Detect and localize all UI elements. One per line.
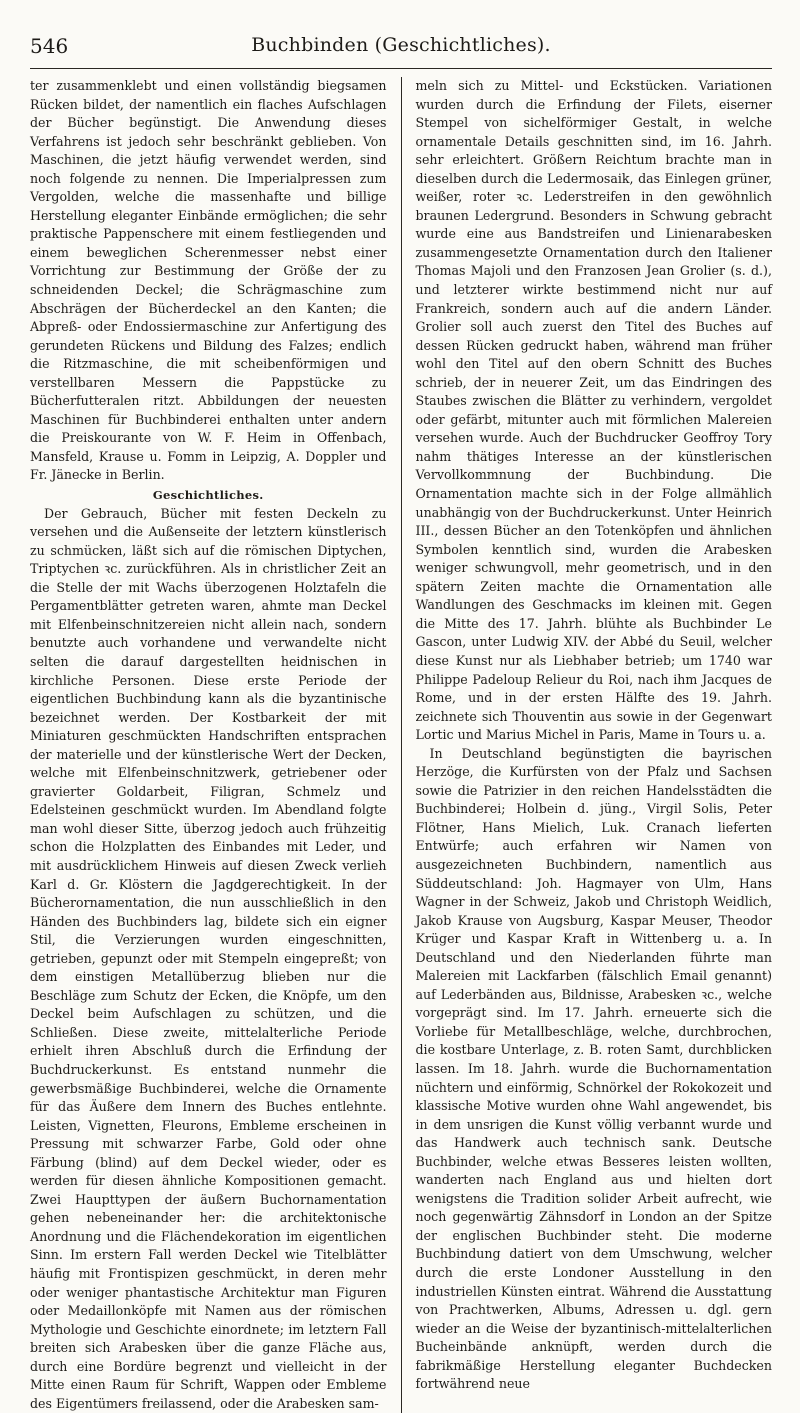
paragraph-history: Der Gebrauch, Bücher mit festen Deckeln zu versehen und die Außenseite der letztern künstlerisch zu schmücken, läßt sich auf die römischen Diptychen, Triptychen ꝛc. zurückführen. Als in christlicher Zeit an die Stelle der mit Wachs überzogenen Holztafeln die Pergamentblätter getreten waren, ahmte man Deckel mit Elfenbeinschnitzereien nicht allein nach, sondern benutzte auch vorhandene und verwandelte nicht selten die darauf dargestellten heidnischen in kirchliche Personen. Diese erste Periode der eigentlichen Buchbindung kann als die byzantinische bezeichnet werden. Der Kostbarkeit der mit Miniaturen geschmückten Handschriften entsprachen der materielle und der künstlerische Wert der Decken, welche mit Elfenbeinschnitzwerk, getriebener oder gravierter Goldarbeit, Filigran, Schmelz und Edelsteinen geschmückt wurden. Im Abendland folgte man wohl dieser Sitte, überzog jedoch auch frühzeitig schon die Holzplatten des Einbandes mit Leder, und mit ausdrücklichem Hinweis auf diesen Zweck verlieh Karl d. Gr. Klöstern die Jagdgerechtigkeit. In der Bücherornamentation, die nun ausschließlich in den Händen des Buchbinders lag, bildete sich ein eigner Stil, die Verzierungen wurden eingeschnitten, getrieben, gepunzt oder mit Stempeln eingepreßt; von dem einstigen Metallüberzug blieben nur die Beschläge zum Schutz der Ecken, die Knöpfe, um den Deckel beim Aufschlagen zu schützen, und die Schließen. Diese zweite, mittelalterliche Periode erhielt ihren Abschluß durch die Erfindung der Buchdruckerkunst. Es entstand nunmehr die gewerbsmäßige Buchbinderei, welche die Ornamente für das Äußere dem Innern des Buches entlehnte. Leisten, Vignetten, Fleurons, Embleme erscheinen in Pressung mit schwarzer Farbe, Gold oder ohne Färbung (blind) auf dem Deckel wieder, oder es werden für diesen ähnliche Kompositionen gemacht. Zwei Haupttypen der äußern Buchornamentation gehen nebeneinander her: die architektonische Anordnung und die Flächendekoration im eigentlichen Sinn. Im erstern Fall werden Deckel wie Titelblätter häufig mit Frontispizen geschmückt, in deren mehr oder weniger phantastische Architektur man Figuren oder Medaillonköpfe mit Namen aus der römischen Mythologie und Geschichte einordnete; im letztern Fall breiten sich Arabesken über die ganze Fläche aus, durch eine Bordüre begrenzt und vielleicht in der Mitte einen Raum für Schrift, Wappen oder Embleme des Eigentümers freilassend, oder die Arabesken sam- <box>30 505 387 1411</box>
column-divider <box>401 77 402 1413</box>
left-column <box>30 77 387 1413</box>
section-heading-geschichtliches: Geschichtliches. <box>152 488 264 503</box>
running-head: Buchbinden (Geschichtliches). <box>251 34 551 56</box>
paragraph-deutschland: In Deutschland begünstigten die bayrischen Herzöge, die Kurfürsten von der Pfalz und Sachsen sowie die Patrizier in den reichen Handelsstädten die Buchbinderei; Holbein d. jüng., Virgil Solis, Peter Flötner, Hans Mielich, Luk. Cranach lieferten Entwürfe; auch erfahren wir Namen von ausgezeichneten Buchbindern, namentlich aus Süddeutschland: Joh. Hagmayer von Ulm, Hans Wagner in der Schweiz, Jakob und Christoph Weidlich, Jakob Krause von Augsburg, Kaspar Meuser, Theodor Krüger und Kaspar Kraft in Wittenberg u. a. In Deutschland und den Niederlanden führte man Malereien mit Lackfarben (fälschlich Email genannt) auf Lederbänden aus, Bildnisse, Arabesken ꝛc., welche vorgeprägt sind. Im 17. Jahrh. erneuerte sich die Vorliebe für Metallbeschläge, welche, durchbrochen, die kostbare Unterlage, z. B. roten Samt, durchblicken lassen. Im 18. Jahrh. wurde die Buchornamentation nüchtern und einförmig, Schnörkel der Rokokozeit und klassische Motive wurden ohne Wahl angewendet, bis in dem unsrigen die Kunst völlig verbannt wurde und das Handwerk auch technisch sank. Deutsche Buchbinder, welche etwas Besseres leisten wollten, wanderten nach England aus und hielten dort wenigstens die Tradition solider Arbeit aufrecht, wie noch gegenwärtig Zähnsdorf in London an der Spitze der englischen Buchbinder steht. Die moderne Buchbindung datiert von dem Umschwung, welcher durch die erste Londoner Ausstellung in den industriellen Künsten eintrat. Während die Ausstattung von Prachtwerken, Albums, Adressen u. dgl. gern wieder an die Weise der byzantinisch-mittelalterlichen Bucheinbände anknüpft, werden durch die fabrikmäßige Herstellung eleganter Buchdecken fortwährend neue <box>415 745 772 1392</box>
page-number: 546 <box>30 34 69 58</box>
text-columns <box>30 77 772 1413</box>
header-rule <box>30 68 772 69</box>
right-column <box>415 77 772 1413</box>
paragraph-continued: ter zusammenklebt und einen vollständig biegsamen Rücken bildet, der namentlich ein flaches Aufschlagen der Bücher begünstigt. Die Anwendung dieses Verfahrens ist jedoch sehr beschränkt geblieben. Von Maschinen, die jetzt häufig verwendet werden, sind noch folgende zu nennen. Die Imperialpressen zum Vergolden, welche die massenhafte und billige Herstellung eleganter Einbände ermöglichen; die sehr praktische Pappenschere mit einem festliegenden und einem beweglichen Scherenmesser nebst einer Vorrichtung zur Bestimmung der Größe der zu schneidenden Deckel; die Schrägmaschine zum Abschrägen der Bücherdeckel an den Kanten; die Abpreß- oder Endossiermaschine zur Anfertigung des gerundeten Rückens und Bildung des Falzes; endlich die Ritzmaschine, die mit scheibenförmigen und verstellbaren Messern die Pappstücke zu Bücherfutteralen ritzt. Abbildungen der neuesten Maschinen für Buchbinderei enthalten unter andern die Preiskourante von W. F. Heim in Offenbach, Mansfeld, Krause u. Fomm in Leipzig, A. Doppler und Fr. Jänecke in Berlin. <box>30 78 387 483</box>
page-header <box>30 34 772 62</box>
paragraph-ornamentation: meln sich zu Mittel- und Eckstücken. Variationen wurden durch die Erfindung der Filets, eiserner Stempel von sichelförmiger Gestalt, in welche ornamentale Details geschnitten sind, im 16. Jahrh. sehr erleichtert. Größern Reichtum brachte man in dieselben durch die Ledermosaik, das Einlegen grüner, weißer, roter ꝛc. Lederstreifen in den gewöhnlich braunen Ledergrund. Besonders in Schwung gebracht wurde eine aus Bandstreifen und Linienarabesken zusammengesetzte Ornamentation durch den Italiener Thomas Majoli und den Franzosen Jean Grolier (s. d.), und letzterer wirkte bestimmend nicht nur auf Frankreich, sondern auch auf die andern Länder. Grolier soll auch zuerst den Titel des Buches auf dessen Rücken gedruckt haben, während man früher wohl den Titel auf den obern Schnitt des Buches schrieb, der in neuerer Zeit, um das Eindringen des Staubes zwischen die Blätter zu verhindern, vergoldet oder gefärbt, mitunter auch mit förmlichen Malereien versehen wurde. Auch der Buchdrucker Geoffroy Tory nahm thätiges Interesse an der künstlerischen Vervollkommnung der Buchbindung. Die Ornamentation machte sich in der Folge allmählich unabhängig von der Buchdruckerkunst. Unter Heinrich III., dessen Bücher an den Totenköpfen und ähnlichen Symbolen kenntlich sind, wurden die Arabesken weniger schwungvoll, mehr geometrisch, und in den spätern Zeiten machte die Ornamentation alle Wandlungen des Geschmacks im kleinen mit. Gegen die Mitte des 17. Jahrh. blühte als Buchbinder Le Gascon, unter Ludwig XIV. der Abbé du Seuil, welcher diese Kunst nur als Liebhaber betrieb; um 1740 war Philippe Padeloup Relieur du Roi, nach ihm Jacques de Rome, und in der ersten Hälfte des 19. Jahrh. zeichnete sich Thouventin aus sowie in der Gegenwart Lortic und Marius Michel in Paris, Mame in Tours u. a. <box>415 78 772 743</box>
